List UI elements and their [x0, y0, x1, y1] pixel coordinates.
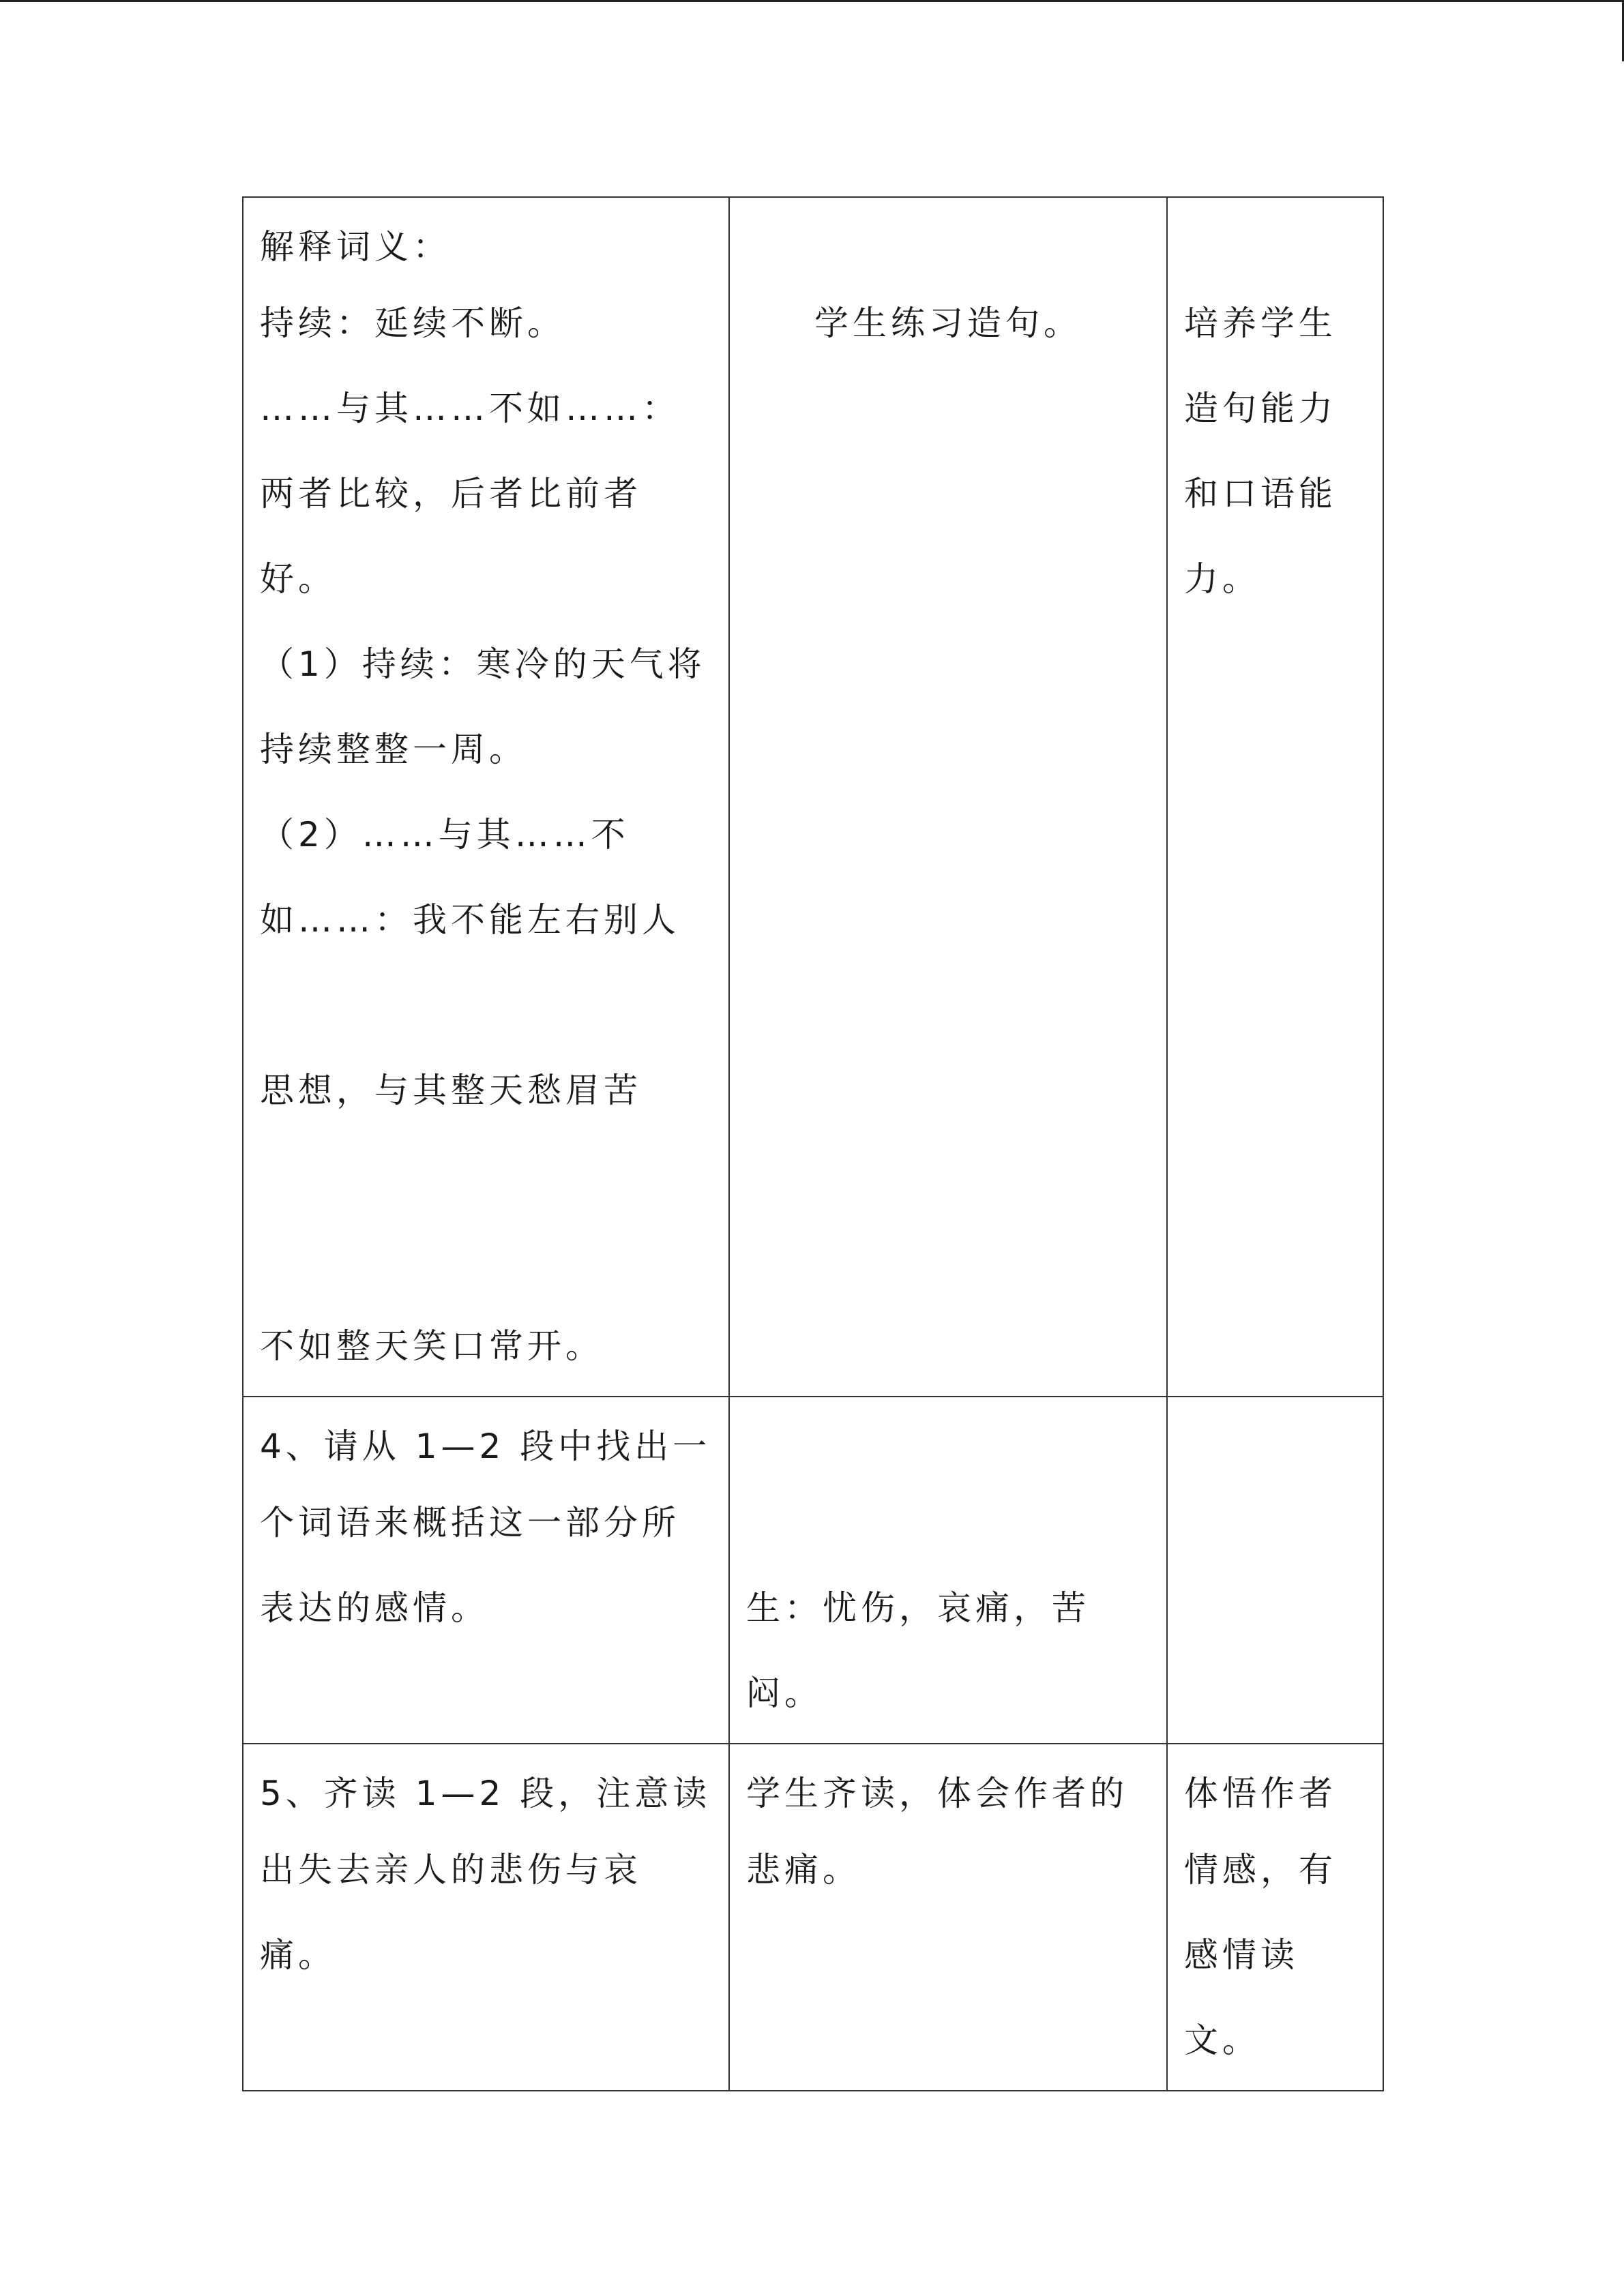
spacer [746, 1412, 1150, 1480]
cell-text: 闷。 [746, 1673, 823, 1713]
cell-text: 解释词义： [260, 227, 451, 267]
cell-text: 生：忧伤，哀痛，苦 [746, 1588, 1090, 1628]
cell-text: 学生齐读，体会作者的 [746, 1774, 1128, 1813]
cell-text: 体悟作者 [1184, 1774, 1337, 1813]
cell-text: 学生练习造句。 [814, 303, 1082, 343]
cell-text: 文。 [1184, 2021, 1260, 2060]
cell-text: 思想，与其整天愁眉苦 [260, 1071, 642, 1110]
cell-text: 个词语来概括这一部分所 [260, 1503, 680, 1542]
activity-cell [243, 1397, 729, 1744]
table-row [243, 197, 1383, 1397]
table-row [243, 1744, 1383, 2091]
spacer [260, 963, 712, 1048]
cell-text: 悲痛。 [746, 1850, 861, 1890]
cell-text: 好。 [260, 559, 336, 599]
cell-text: 和口语能 [1184, 474, 1337, 513]
cell-text: 造句能力 [1184, 389, 1337, 428]
page-top-border [0, 0, 1624, 2]
lesson-plan-table [242, 196, 1384, 2091]
cell-text: 两者比较，后者比前者 [260, 474, 642, 513]
table-row [243, 1397, 1383, 1744]
cell-text: 表达的感情。 [260, 1588, 489, 1628]
cell-text: 出失去亲人的悲伤与哀 [260, 1850, 642, 1890]
cell-text: 力。 [1184, 559, 1260, 599]
activity-cell [243, 197, 729, 1397]
cell-text: （1）持续：寒冷的天气将 [260, 644, 706, 684]
cell-text: 持续：延续不断。 [260, 303, 565, 343]
student-activity-cell [729, 1744, 1167, 2091]
cell-text: 情感，有 [1184, 1850, 1337, 1890]
cell-text: 感情读 [1184, 1935, 1299, 1975]
activity-cell [243, 1744, 729, 2091]
purpose-cell [1167, 1744, 1383, 2091]
spacer [746, 213, 1150, 281]
cell-text: 5、齐读 1—2 段，注意读 [260, 1774, 711, 1813]
cell-text: 持续整整一周。 [260, 730, 527, 769]
spacer [746, 1480, 1150, 1566]
cell-text: （2）……与其……不 [260, 815, 630, 854]
student-activity-cell [729, 197, 1167, 1397]
spacer [260, 1133, 712, 1304]
cell-text: 如……：我不能左右别人 [260, 900, 680, 940]
cell-text: 不如整天笑口常开。 [260, 1326, 604, 1366]
purpose-cell [1167, 197, 1383, 1397]
cell-text: ……与其……不如……： [260, 389, 680, 428]
cell-text: 痛。 [260, 1935, 336, 1975]
spacer [1184, 213, 1366, 281]
cell-text: 培养学生 [1184, 303, 1337, 343]
student-activity-cell [729, 1397, 1167, 1744]
purpose-cell [1167, 1397, 1383, 1744]
cell-text: 4、请从 1—2 段中找出一 [260, 1427, 711, 1466]
